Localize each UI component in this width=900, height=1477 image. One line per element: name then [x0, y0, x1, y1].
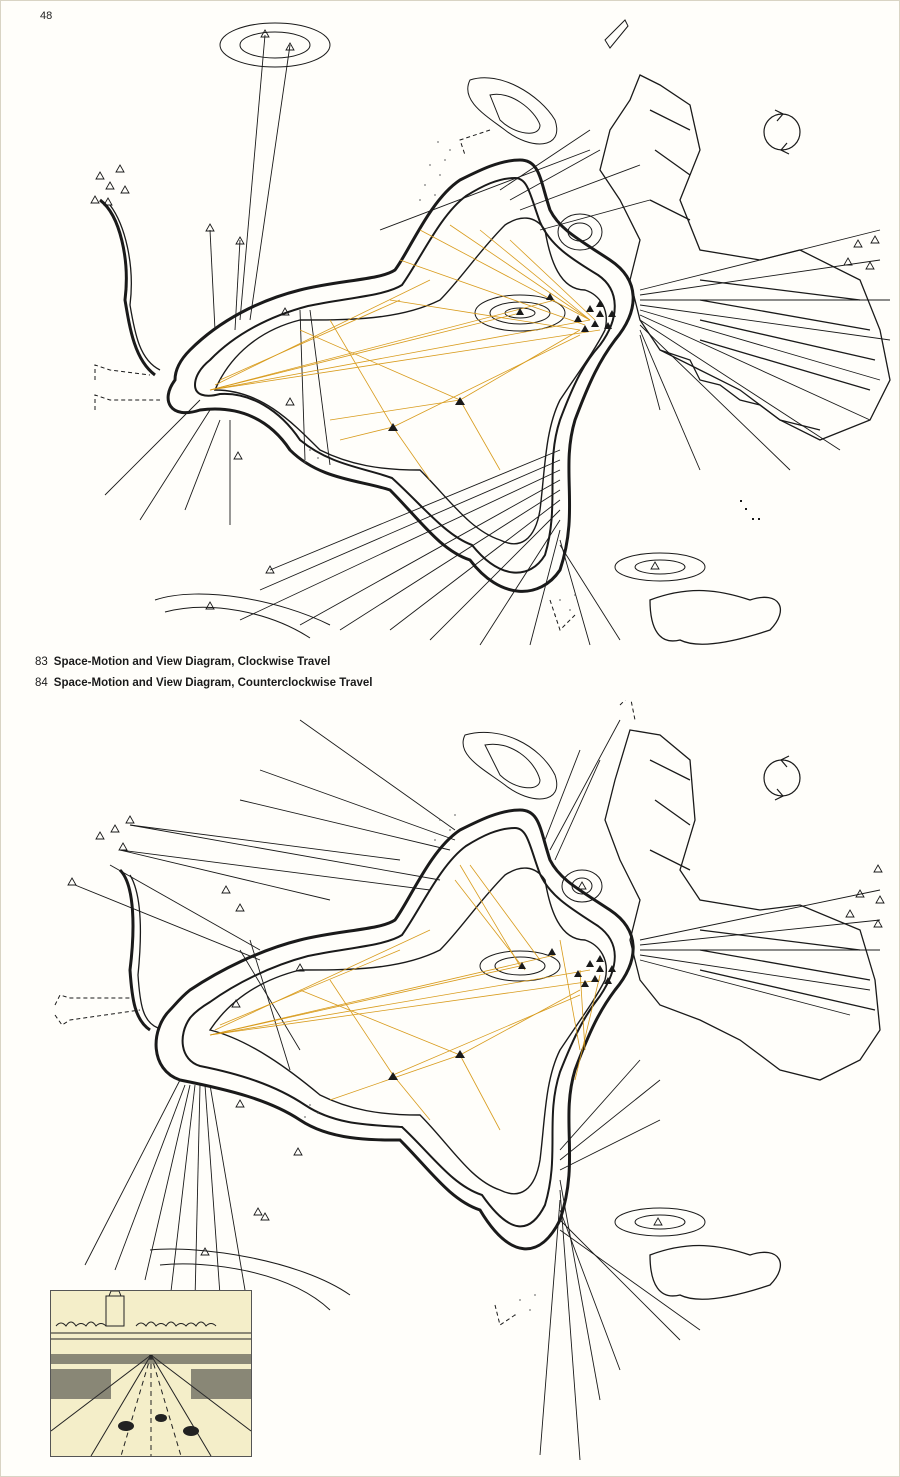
space-motion-diagram-clockwise [0, 0, 900, 650]
entry-arrows [95, 130, 575, 630]
viewpoint-markers [68, 816, 884, 1255]
page-number: 48 [40, 10, 53, 22]
structure-icon [605, 20, 628, 48]
caption-figure-83: 83 Space-Motion and View Diagram, Clockwise Travel [35, 656, 331, 668]
vegetation-stipple [304, 814, 536, 1316]
clockwise-direction-icon [764, 110, 800, 154]
entry-arrows [55, 700, 635, 1325]
coastline-hatching [100, 75, 890, 644]
vegetation-stipple [304, 141, 576, 616]
highway-perspective-sketch [50, 1290, 252, 1457]
coastline-hatching [120, 730, 880, 1299]
inner-basin [210, 868, 606, 1194]
sketch-drawing [51, 1291, 251, 1456]
observer-points [388, 948, 616, 1080]
road-loop [168, 160, 633, 591]
sight-lines-orange [210, 225, 600, 480]
sight-lines-dark [105, 35, 890, 645]
counterclockwise-direction-icon [764, 756, 800, 800]
observer-points [388, 293, 760, 520]
caption-figure-84: 84 Space-Motion and View Diagram, Counterclockwise Travel [35, 677, 373, 689]
